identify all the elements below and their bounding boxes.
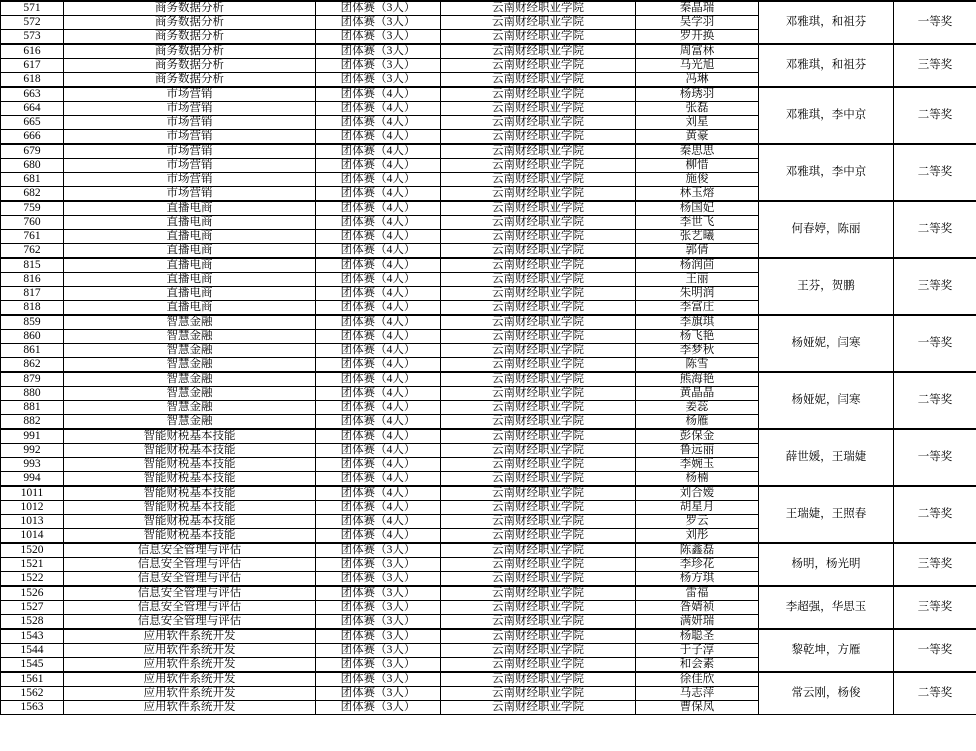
cell-competition-name: 信息安全管理与评估 — [64, 543, 316, 558]
cell-competition-name: 应用软件系统开发 — [64, 658, 316, 673]
cell-student-name: 张艺曦 — [636, 230, 759, 244]
cell-student-name: 于子淳 — [636, 644, 759, 658]
cell-student-name: 秦思思 — [636, 144, 759, 159]
cell-award-level: 三等奖 — [894, 258, 976, 315]
cell-student-name: 李珍花 — [636, 558, 759, 572]
cell-school-name: 云南财经职业学院 — [441, 472, 636, 487]
cell-competition-format: 团体赛（4人） — [316, 216, 441, 230]
cell-row-number: 1520 — [1, 543, 64, 558]
cell-row-number: 991 — [1, 429, 64, 444]
cell-row-number: 680 — [1, 159, 64, 173]
cell-row-number: 861 — [1, 344, 64, 358]
cell-competition-name: 信息安全管理与评估 — [64, 572, 316, 587]
cell-student-name: 马光旭 — [636, 59, 759, 73]
cell-competition-format: 团体赛（3人） — [316, 644, 441, 658]
cell-student-name: 张磊 — [636, 102, 759, 116]
cell-competition-format: 团体赛（3人） — [316, 701, 441, 715]
cell-row-number: 859 — [1, 315, 64, 330]
cell-student-name: 周富林 — [636, 44, 759, 59]
cell-school-name: 云南财经职业学院 — [441, 501, 636, 515]
cell-competition-format: 团体赛（4人） — [316, 230, 441, 244]
cell-row-number: 817 — [1, 287, 64, 301]
cell-school-name: 云南财经职业学院 — [441, 287, 636, 301]
cell-row-number: 571 — [1, 1, 64, 16]
cell-row-number: 616 — [1, 44, 64, 59]
cell-school-name: 云南财经职业学院 — [441, 444, 636, 458]
cell-competition-name: 市场营销 — [64, 130, 316, 145]
cell-competition-format: 团体赛（3人） — [316, 615, 441, 630]
cell-row-number: 663 — [1, 87, 64, 102]
cell-school-name: 云南财经职业学院 — [441, 415, 636, 430]
cell-school-name: 云南财经职业学院 — [441, 672, 636, 687]
cell-student-name: 吴学羽 — [636, 16, 759, 30]
cell-school-name: 云南财经职业学院 — [441, 187, 636, 202]
cell-school-name: 云南财经职业学院 — [441, 529, 636, 544]
cell-competition-name: 商务数据分析 — [64, 16, 316, 30]
cell-school-name: 云南财经职业学院 — [441, 116, 636, 130]
cell-competition-name: 智能财税基本技能 — [64, 429, 316, 444]
cell-student-name: 郭倩 — [636, 244, 759, 259]
table-row — [1, 144, 976, 159]
cell-row-number: 1012 — [1, 501, 64, 515]
cell-competition-format: 团体赛（4人） — [316, 444, 441, 458]
cell-competition-format: 团体赛（3人） — [316, 658, 441, 673]
cell-competition-format: 团体赛（3人） — [316, 30, 441, 45]
cell-school-name: 云南财经职业学院 — [441, 216, 636, 230]
cell-school-name: 云南财经职业学院 — [441, 644, 636, 658]
cell-student-name: 曹保凤 — [636, 701, 759, 715]
cell-competition-name: 市场营销 — [64, 87, 316, 102]
table-row — [1, 429, 976, 444]
cell-competition-format: 团体赛（4人） — [316, 486, 441, 501]
cell-competition-name: 智能财税基本技能 — [64, 501, 316, 515]
cell-student-name: 杨国妃 — [636, 201, 759, 216]
cell-competition-format: 团体赛（3人） — [316, 73, 441, 88]
cell-competition-format: 团体赛（4人） — [316, 87, 441, 102]
cell-competition-name: 直播电商 — [64, 287, 316, 301]
cell-row-number: 1543 — [1, 629, 64, 644]
cell-student-name: 王丽 — [636, 273, 759, 287]
cell-school-name: 云南财经职业学院 — [441, 73, 636, 88]
cell-competition-name: 市场营销 — [64, 187, 316, 202]
cell-competition-format: 团体赛（4人） — [316, 144, 441, 159]
cell-school-name: 云南财经职业学院 — [441, 30, 636, 45]
table-row — [1, 201, 976, 216]
cell-school-name: 云南财经职业学院 — [441, 230, 636, 244]
cell-student-name: 杨聪圣 — [636, 629, 759, 644]
cell-award-level: 一等奖 — [894, 315, 976, 372]
cell-instructor-names: 邓雅琪，李中京 — [759, 87, 894, 144]
cell-competition-name: 商务数据分析 — [64, 73, 316, 88]
cell-student-name: 罗开换 — [636, 30, 759, 45]
cell-competition-format: 团体赛（4人） — [316, 287, 441, 301]
cell-competition-name: 智能财税基本技能 — [64, 458, 316, 472]
cell-competition-format: 团体赛（4人） — [316, 201, 441, 216]
cell-student-name: 徐佳欣 — [636, 672, 759, 687]
cell-competition-format: 团体赛（4人） — [316, 501, 441, 515]
cell-student-name: 胡星月 — [636, 501, 759, 515]
cell-school-name: 云南财经职业学院 — [441, 87, 636, 102]
cell-instructor-names: 黎乾坤，方雁 — [759, 629, 894, 672]
cell-competition-format: 团体赛（4人） — [316, 116, 441, 130]
cell-competition-format: 团体赛（3人） — [316, 687, 441, 701]
cell-instructor-names: 杨娅妮，闫寒 — [759, 315, 894, 372]
cell-row-number: 679 — [1, 144, 64, 159]
cell-competition-format: 团体赛（4人） — [316, 472, 441, 487]
cell-school-name: 云南财经职业学院 — [441, 244, 636, 259]
cell-competition-format: 团体赛（3人） — [316, 586, 441, 601]
cell-competition-name: 市场营销 — [64, 173, 316, 187]
cell-student-name: 朱明润 — [636, 287, 759, 301]
cell-row-number: 1014 — [1, 529, 64, 544]
cell-school-name: 云南财经职业学院 — [441, 429, 636, 444]
cell-competition-name: 信息安全管理与评估 — [64, 586, 316, 601]
cell-competition-name: 应用软件系统开发 — [64, 629, 316, 644]
cell-row-number: 993 — [1, 458, 64, 472]
cell-school-name: 云南财经职业学院 — [441, 601, 636, 615]
table-row — [1, 586, 976, 601]
cell-competition-format: 团体赛（3人） — [316, 1, 441, 16]
cell-competition-format: 团体赛（4人） — [316, 344, 441, 358]
cell-row-number: 992 — [1, 444, 64, 458]
cell-school-name: 云南财经职业学院 — [441, 358, 636, 373]
cell-student-name: 杨雁 — [636, 415, 759, 430]
cell-school-name: 云南财经职业学院 — [441, 301, 636, 316]
cell-row-number: 815 — [1, 258, 64, 273]
cell-competition-format: 团体赛（4人） — [316, 273, 441, 287]
cell-row-number: 665 — [1, 116, 64, 130]
cell-school-name: 云南财经职业学院 — [441, 486, 636, 501]
cell-instructor-names: 杨明，杨光明 — [759, 543, 894, 586]
cell-competition-format: 团体赛（4人） — [316, 187, 441, 202]
cell-student-name: 罗云 — [636, 515, 759, 529]
cell-school-name: 云南财经职业学院 — [441, 273, 636, 287]
cell-award-level: 二等奖 — [894, 672, 976, 715]
cell-school-name: 云南财经职业学院 — [441, 615, 636, 630]
cell-row-number: 1562 — [1, 687, 64, 701]
cell-row-number: 760 — [1, 216, 64, 230]
cell-competition-format: 团体赛（4人） — [316, 130, 441, 145]
cell-instructor-names: 何春婷，陈丽 — [759, 201, 894, 258]
cell-school-name: 云南财经职业学院 — [441, 658, 636, 673]
cell-school-name: 云南财经职业学院 — [441, 173, 636, 187]
cell-student-name: 雷福 — [636, 586, 759, 601]
cell-student-name: 李婉玉 — [636, 458, 759, 472]
cell-school-name: 云南财经职业学院 — [441, 330, 636, 344]
cell-competition-format: 团体赛（3人） — [316, 572, 441, 587]
cell-competition-name: 商务数据分析 — [64, 44, 316, 59]
cell-competition-name: 智能财税基本技能 — [64, 486, 316, 501]
cell-student-name: 杨楠 — [636, 472, 759, 487]
cell-row-number: 761 — [1, 230, 64, 244]
cell-row-number: 759 — [1, 201, 64, 216]
cell-row-number: 681 — [1, 173, 64, 187]
cell-student-name: 昝婧祯 — [636, 601, 759, 615]
table-row — [1, 672, 976, 687]
cell-row-number: 1528 — [1, 615, 64, 630]
cell-school-name: 云南财经职业学院 — [441, 387, 636, 401]
cell-row-number: 1563 — [1, 701, 64, 715]
cell-competition-name: 信息安全管理与评估 — [64, 558, 316, 572]
cell-competition-format: 团体赛（3人） — [316, 16, 441, 30]
cell-student-name: 马志萍 — [636, 687, 759, 701]
cell-row-number: 1013 — [1, 515, 64, 529]
cell-student-name: 李旗琪 — [636, 315, 759, 330]
table-row — [1, 372, 976, 387]
cell-row-number: 1521 — [1, 558, 64, 572]
cell-student-name: 陈雪 — [636, 358, 759, 373]
cell-row-number: 881 — [1, 401, 64, 415]
cell-school-name: 云南财经职业学院 — [441, 130, 636, 145]
cell-instructor-names: 王芬，贺鹏 — [759, 258, 894, 315]
cell-school-name: 云南财经职业学院 — [441, 344, 636, 358]
cell-school-name: 云南财经职业学院 — [441, 629, 636, 644]
cell-competition-format: 团体赛（4人） — [316, 372, 441, 387]
cell-row-number: 880 — [1, 387, 64, 401]
cell-school-name: 云南财经职业学院 — [441, 701, 636, 715]
cell-competition-name: 信息安全管理与评估 — [64, 601, 316, 615]
cell-award-level: 一等奖 — [894, 1, 976, 44]
table-row — [1, 87, 976, 102]
cell-student-name: 满妍瑞 — [636, 615, 759, 630]
cell-school-name: 云南财经职业学院 — [441, 102, 636, 116]
cell-competition-name: 应用软件系统开发 — [64, 701, 316, 715]
table-row — [1, 258, 976, 273]
cell-competition-format: 团体赛（4人） — [316, 358, 441, 373]
cell-award-level: 二等奖 — [894, 372, 976, 429]
cell-row-number: 1544 — [1, 644, 64, 658]
cell-row-number: 666 — [1, 130, 64, 145]
cell-student-name: 彭保金 — [636, 429, 759, 444]
cell-student-name: 姜蕊 — [636, 401, 759, 415]
cell-competition-format: 团体赛（4人） — [316, 401, 441, 415]
cell-competition-name: 商务数据分析 — [64, 30, 316, 45]
cell-competition-format: 团体赛（4人） — [316, 330, 441, 344]
cell-award-level: 一等奖 — [894, 629, 976, 672]
cell-instructor-names: 邓雅琪，李中京 — [759, 144, 894, 201]
cell-student-name: 刘彤 — [636, 529, 759, 544]
cell-row-number: 573 — [1, 30, 64, 45]
cell-competition-name: 智慧金融 — [64, 358, 316, 373]
cell-competition-format: 团体赛（4人） — [316, 515, 441, 529]
cell-row-number: 1011 — [1, 486, 64, 501]
cell-competition-name: 市场营销 — [64, 144, 316, 159]
cell-competition-name: 应用软件系统开发 — [64, 644, 316, 658]
cell-competition-format: 团体赛（3人） — [316, 44, 441, 59]
cell-competition-format: 团体赛（3人） — [316, 672, 441, 687]
cell-competition-format: 团体赛（4人） — [316, 244, 441, 259]
cell-row-number: 1527 — [1, 601, 64, 615]
table-row — [1, 629, 976, 644]
cell-school-name: 云南财经职业学院 — [441, 687, 636, 701]
cell-school-name: 云南财经职业学院 — [441, 543, 636, 558]
cell-competition-name: 应用软件系统开发 — [64, 687, 316, 701]
cell-competition-format: 团体赛（4人） — [316, 102, 441, 116]
cell-competition-format: 团体赛（3人） — [316, 601, 441, 615]
cell-competition-name: 智能财税基本技能 — [64, 444, 316, 458]
cell-school-name: 云南财经职业学院 — [441, 44, 636, 59]
cell-competition-name: 智慧金融 — [64, 415, 316, 430]
cell-student-name: 李梦秋 — [636, 344, 759, 358]
cell-school-name: 云南财经职业学院 — [441, 1, 636, 16]
cell-competition-name: 直播电商 — [64, 201, 316, 216]
cell-row-number: 1522 — [1, 572, 64, 587]
cell-competition-name: 智慧金融 — [64, 372, 316, 387]
cell-row-number: 664 — [1, 102, 64, 116]
cell-competition-name: 直播电商 — [64, 244, 316, 259]
cell-row-number: 572 — [1, 16, 64, 30]
cell-competition-format: 团体赛（3人） — [316, 558, 441, 572]
cell-school-name: 云南财经职业学院 — [441, 515, 636, 529]
cell-student-name: 施俊 — [636, 173, 759, 187]
cell-competition-name: 商务数据分析 — [64, 59, 316, 73]
cell-competition-name: 智慧金融 — [64, 330, 316, 344]
cell-competition-name: 市场营销 — [64, 102, 316, 116]
cell-school-name: 云南财经职业学院 — [441, 16, 636, 30]
cell-award-level: 二等奖 — [894, 144, 976, 201]
cell-competition-name: 信息安全管理与评估 — [64, 615, 316, 630]
cell-school-name: 云南财经职业学院 — [441, 315, 636, 330]
cell-row-number: 994 — [1, 472, 64, 487]
cell-student-name: 刘星 — [636, 116, 759, 130]
cell-competition-format: 团体赛（4人） — [316, 529, 441, 544]
cell-student-name: 杨润茴 — [636, 258, 759, 273]
cell-school-name: 云南财经职业学院 — [441, 159, 636, 173]
cell-row-number: 818 — [1, 301, 64, 316]
cell-school-name: 云南财经职业学院 — [441, 144, 636, 159]
cell-competition-name: 智慧金融 — [64, 387, 316, 401]
cell-school-name: 云南财经职业学院 — [441, 558, 636, 572]
cell-competition-name: 智能财税基本技能 — [64, 529, 316, 544]
cell-competition-name: 直播电商 — [64, 258, 316, 273]
cell-student-name: 林玉熔 — [636, 187, 759, 202]
cell-school-name: 云南财经职业学院 — [441, 572, 636, 587]
cell-student-name: 鲁远丽 — [636, 444, 759, 458]
cell-school-name: 云南财经职业学院 — [441, 458, 636, 472]
cell-student-name: 杨飞艳 — [636, 330, 759, 344]
cell-competition-name: 直播电商 — [64, 216, 316, 230]
cell-award-level: 三等奖 — [894, 543, 976, 586]
cell-row-number: 682 — [1, 187, 64, 202]
cell-student-name: 李世飞 — [636, 216, 759, 230]
cell-competition-name: 应用软件系统开发 — [64, 672, 316, 687]
cell-instructor-names: 杨娅妮，闫寒 — [759, 372, 894, 429]
cell-student-name: 黄豪 — [636, 130, 759, 145]
cell-row-number: 617 — [1, 59, 64, 73]
cell-competition-name: 直播电商 — [64, 273, 316, 287]
cell-student-name: 杨琇羽 — [636, 87, 759, 102]
cell-competition-format: 团体赛（4人） — [316, 301, 441, 316]
cell-row-number: 762 — [1, 244, 64, 259]
cell-row-number: 1545 — [1, 658, 64, 673]
cell-student-name: 黄晶晶 — [636, 387, 759, 401]
cell-award-level: 二等奖 — [894, 87, 976, 144]
cell-competition-format: 团体赛（4人） — [316, 458, 441, 472]
cell-competition-format: 团体赛（4人） — [316, 258, 441, 273]
cell-competition-name: 智能财税基本技能 — [64, 472, 316, 487]
cell-competition-format: 团体赛（3人） — [316, 629, 441, 644]
cell-student-name: 杨方琪 — [636, 572, 759, 587]
cell-school-name: 云南财经职业学院 — [441, 401, 636, 415]
cell-school-name: 云南财经职业学院 — [441, 258, 636, 273]
cell-competition-format: 团体赛（4人） — [316, 315, 441, 330]
cell-competition-format: 团体赛（4人） — [316, 429, 441, 444]
cell-award-level: 二等奖 — [894, 201, 976, 258]
cell-competition-format: 团体赛（4人） — [316, 387, 441, 401]
cell-award-level: 三等奖 — [894, 586, 976, 629]
cell-instructor-names: 王瑞婕，王照春 — [759, 486, 894, 543]
table-row — [1, 44, 976, 59]
cell-competition-name: 智能财税基本技能 — [64, 515, 316, 529]
cell-award-level: 一等奖 — [894, 429, 976, 486]
cell-competition-name: 智慧金融 — [64, 401, 316, 415]
table-row — [1, 1, 976, 16]
cell-competition-name: 直播电商 — [64, 301, 316, 316]
cell-student-name: 熊海艳 — [636, 372, 759, 387]
cell-competition-format: 团体赛（3人） — [316, 543, 441, 558]
cell-competition-format: 团体赛（4人） — [316, 415, 441, 430]
table-row — [1, 486, 976, 501]
cell-award-level: 二等奖 — [894, 486, 976, 543]
cell-competition-name: 商务数据分析 — [64, 1, 316, 16]
cell-row-number: 882 — [1, 415, 64, 430]
cell-award-level: 三等奖 — [894, 44, 976, 87]
table-row — [1, 315, 976, 330]
cell-instructor-names: 李超强，华思玉 — [759, 586, 894, 629]
cell-student-name: 和会素 — [636, 658, 759, 673]
cell-instructor-names: 邓雅琪，和祖芬 — [759, 1, 894, 44]
cell-competition-format: 团体赛（4人） — [316, 159, 441, 173]
cell-instructor-names: 薛世媛，王瑞婕 — [759, 429, 894, 486]
cell-school-name: 云南财经职业学院 — [441, 586, 636, 601]
cell-row-number: 860 — [1, 330, 64, 344]
cell-instructor-names: 常云刚，杨俊 — [759, 672, 894, 715]
cell-school-name: 云南财经职业学院 — [441, 59, 636, 73]
cell-competition-name: 市场营销 — [64, 159, 316, 173]
cell-student-name: 李富庄 — [636, 301, 759, 316]
cell-row-number: 1526 — [1, 586, 64, 601]
cell-competition-name: 直播电商 — [64, 230, 316, 244]
table-row — [1, 543, 976, 558]
cell-student-name: 刘合嫒 — [636, 486, 759, 501]
cell-student-name: 冯琳 — [636, 73, 759, 88]
cell-competition-name: 智慧金融 — [64, 344, 316, 358]
cell-competition-name: 市场营销 — [64, 116, 316, 130]
cell-competition-name: 智慧金融 — [64, 315, 316, 330]
cell-row-number: 862 — [1, 358, 64, 373]
cell-school-name: 云南财经职业学院 — [441, 201, 636, 216]
cell-competition-format: 团体赛（3人） — [316, 59, 441, 73]
cell-row-number: 879 — [1, 372, 64, 387]
cell-instructor-names: 邓雅琪，和祖芬 — [759, 44, 894, 87]
cell-student-name: 秦晶瑞 — [636, 1, 759, 16]
cell-row-number: 618 — [1, 73, 64, 88]
cell-student-name: 柳惜 — [636, 159, 759, 173]
cell-row-number: 816 — [1, 273, 64, 287]
cell-student-name: 陈鑫磊 — [636, 543, 759, 558]
cell-competition-format: 团体赛（4人） — [316, 173, 441, 187]
cell-row-number: 1561 — [1, 672, 64, 687]
cell-school-name: 云南财经职业学院 — [441, 372, 636, 387]
